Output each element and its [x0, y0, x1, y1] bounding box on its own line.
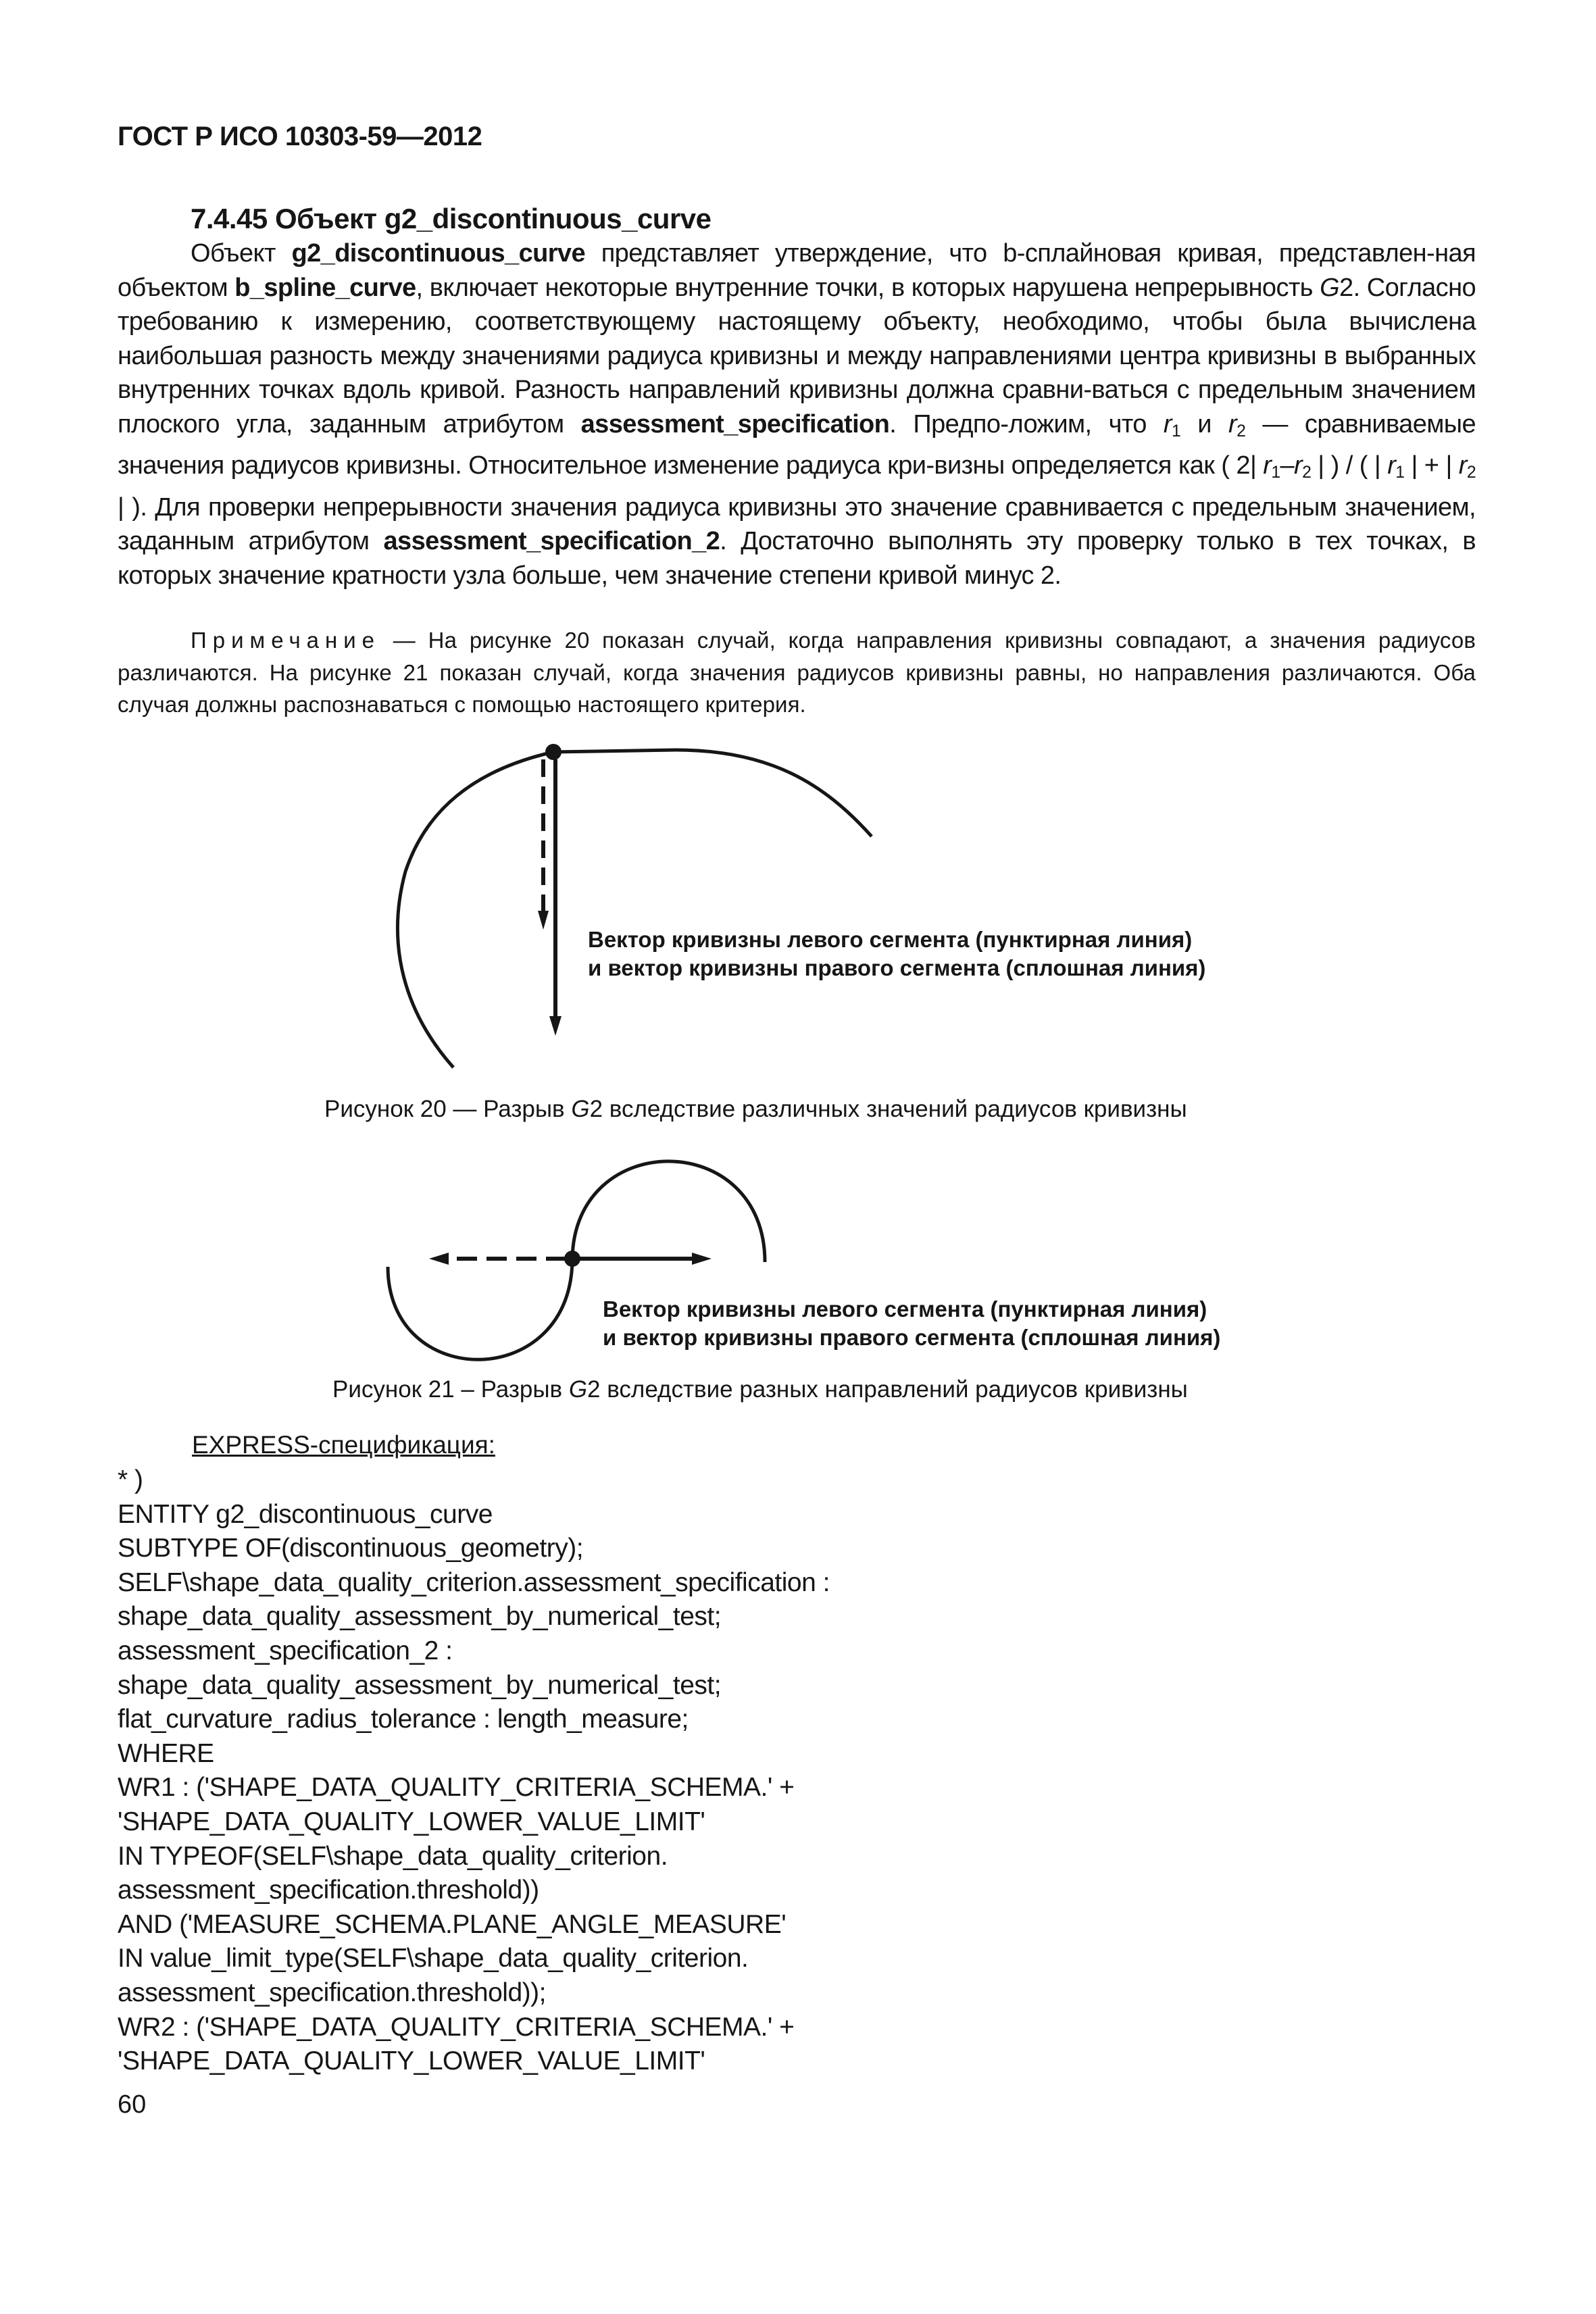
- figure-20-caption: [324, 1096, 1187, 1123]
- text-run: и: [1180, 409, 1229, 438]
- italic-g: G: [1320, 273, 1340, 302]
- note-label: Примечание: [191, 628, 381, 653]
- code-line: IN value_limit_type(SELF\shape_data_quality_criterion.: [118, 1944, 749, 1973]
- code-line: assessment_specification.threshold)): [118, 1876, 539, 1905]
- caption-text: 2 вследствие разных направлений радиусов кривизны: [587, 1376, 1188, 1403]
- subscript: 1: [1395, 463, 1405, 482]
- figure-20-curve-left: [397, 752, 553, 1067]
- section-paragraph: [118, 236, 1476, 593]
- code-line: IN TYPEOF(SELF\shape_data_quality_criterion.: [118, 1841, 668, 1871]
- caption-italic: G: [568, 1376, 588, 1403]
- figure-20-dashed-arrowhead: [538, 911, 549, 930]
- subscript: 1: [1271, 463, 1280, 482]
- text-run: . Предпо-ложим, что: [889, 409, 1164, 438]
- text-run: Объект: [191, 239, 292, 268]
- figure-21-point: [564, 1251, 580, 1267]
- subscript: 2: [1237, 422, 1246, 441]
- caption-text: 2 вследствие различных значений радиусов кривизны: [589, 1096, 1187, 1122]
- code-line: shape_data_quality_assessment_by_numerical_test;: [118, 1670, 722, 1700]
- page-number: 60: [118, 2090, 147, 2119]
- caption-text: Рисунок 21 – Разрыв: [332, 1376, 569, 1403]
- figure-21-solid-arrowhead: [692, 1253, 712, 1265]
- attribute-name: assessment_specification: [580, 409, 890, 438]
- figure-20-solid-arrowhead: [549, 1016, 562, 1036]
- document-header: ГОСТ Р ИСО 10303-59—2012: [118, 122, 482, 151]
- text-run: | ) / ( |: [1311, 451, 1388, 480]
- caption-italic: G: [571, 1096, 590, 1122]
- figure-21-label-line1: Вектор кривизны левого сегмента (пунктирная линия): [603, 1297, 1207, 1322]
- code-line: AND ('MEASURE_SCHEMA.PLANE_ANGLE_MEASURE': [118, 1909, 787, 1939]
- code-line: 'SHAPE_DATA_QUALITY_LOWER_VALUE_LIMIT': [118, 1807, 705, 1836]
- caption-text: Рисунок 20 — Разрыв: [324, 1096, 572, 1122]
- code-line: 'SHAPE_DATA_QUALITY_LOWER_VALUE_LIMIT': [118, 2046, 705, 2076]
- express-code: [118, 1463, 830, 2079]
- var-r: r: [1387, 451, 1396, 480]
- code-line: ENTITY g2_discontinuous_curve: [118, 1499, 493, 1529]
- note-text: — На рисунке 20 показан случай, когда направления кривизны совпадают, а значения радиусов различаются. На рисунке 21 показан случай, когда значения радиусов кривизны равны, но направления различаются. Оба случая должны распознаваться с помощью настоящего критерия.: [118, 628, 1476, 717]
- entity-name: g2_discontinuous_curve: [291, 239, 585, 268]
- text-run: | ). Для проверки непрерывности значения радиуса кривизны это значение сравнивается с предельным значением, заданным атрибутом: [118, 493, 1476, 556]
- figure-20-curve-right: [553, 750, 872, 836]
- code-line: WHERE: [118, 1738, 214, 1768]
- text-run: | + |: [1404, 451, 1459, 480]
- code-line: assessment_specification_2 :: [118, 1636, 453, 1665]
- figure-21-lower-arc: [388, 1259, 572, 1359]
- figure-21-caption: [332, 1376, 1188, 1403]
- code-line: SELF\shape_data_quality_criterion.assessment_specification :: [118, 1567, 830, 1597]
- figure-20-point: [545, 744, 562, 760]
- figure-21-label: [603, 1295, 1220, 1352]
- var-r: r: [1263, 451, 1272, 480]
- code-line: * ): [118, 1465, 143, 1494]
- subscript: 2: [1302, 463, 1312, 482]
- var-r: r: [1458, 451, 1467, 480]
- text-run: –: [1280, 451, 1295, 480]
- text-run: , включает некоторые внутренние точки, в которых нарушена непрерывность: [416, 273, 1320, 302]
- section-title: 7.4.45 Объект g2_discontinuous_curve: [191, 203, 712, 234]
- attribute-name: assessment_specification_2: [383, 527, 720, 556]
- code-line: WR1 : ('SHAPE_DATA_QUALITY_CRITERIA_SCHEMA.' +: [118, 1773, 795, 1803]
- express-heading: EXPRESS-спецификация:: [192, 1431, 495, 1459]
- code-line: shape_data_quality_assessment_by_numerical_test;: [118, 1602, 722, 1632]
- code-line: SUBTYPE OF(discontinuous_geometry);: [118, 1534, 584, 1563]
- figure-20-drawing: [378, 730, 919, 1095]
- var-r: r: [1294, 451, 1303, 480]
- var-r: r: [1228, 409, 1237, 438]
- code-line: flat_curvature_radius_tolerance : length_measure;: [118, 1705, 689, 1734]
- text-run: представляет утверждение, что b-сплайновая кривая, представлен-ная объектом: [118, 239, 1476, 302]
- figure-21-label-line2: и вектор кривизны правого сегмента (сплошная линия): [603, 1325, 1221, 1350]
- figure-20-label-line2: и вектор кривизны правого сегмента (сплошная линия): [588, 955, 1206, 980]
- subscript: 2: [1466, 463, 1476, 482]
- figure-21-upper-arc: [572, 1161, 765, 1262]
- subscript: 1: [1171, 422, 1181, 441]
- entity-name: b_spline_curve: [234, 273, 416, 302]
- text-run: . Достаточно выполнять эту проверку только в тех точках, в которых значение кратности узла больше, чем значение степени кривой минус 2.: [118, 527, 1476, 590]
- note: [118, 624, 1476, 721]
- text-run: — сравниваемые значения радиусов кривизны. Относительное изменение радиуса кри-визны определяется как ( 2|: [118, 409, 1476, 480]
- code-line: WR2 : ('SHAPE_DATA_QUALITY_CRITERIA_SCHEMA.' +: [118, 2012, 795, 2042]
- var-r: r: [1163, 409, 1172, 438]
- figure-20-label: [588, 926, 1205, 982]
- figure-20-label-line1: Вектор кривизны левого сегмента (пунктирная линия): [588, 927, 1193, 952]
- code-line: assessment_specification.threshold));: [118, 1978, 546, 2007]
- text-run: 2. Согласно требованию к измерению, соответствующему настоящему объекту, необходимо, чтобы была вычислена наибольшая разность между значениями радиуса кривизны и между направлениями центра кривизны в выбранных внутренних точках вдоль кривой. Разность направлений кривизны должна сравни-ваться с предельным значением плоского угла, заданным атрибутом: [118, 273, 1476, 438]
- figure-21-dashed-arrowhead: [429, 1253, 449, 1265]
